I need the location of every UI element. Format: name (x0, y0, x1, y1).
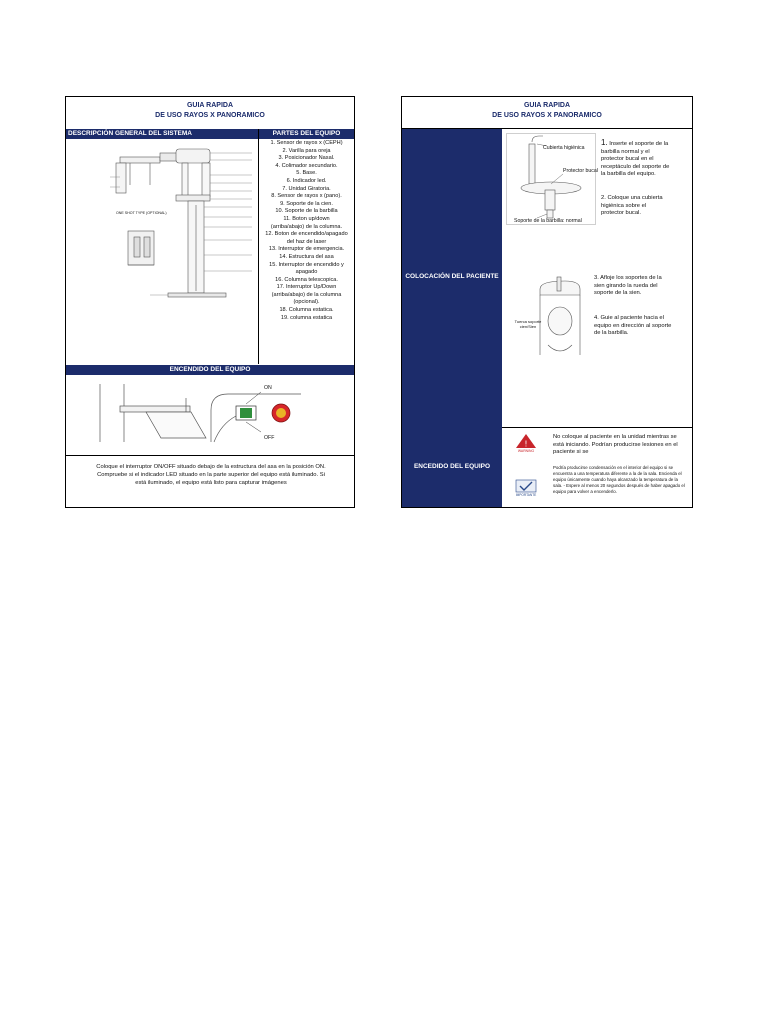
part-line: 11. Boton up/down (283, 215, 330, 222)
warning-text: No coloque al paciente en la unidad mientras se está iniciando. Podrían producirse lesiones en el paciente si se (553, 434, 678, 456)
hygienic-cover-label: Cubierta higiénica (543, 145, 585, 151)
part-line: 15. Interruptor de encendido y (269, 261, 344, 268)
power-on-header-right: ENCEDIDO DEL EQUIPO (413, 463, 491, 470)
part-line: 18. Columna estatica. (279, 307, 334, 314)
right-title-line1: GUIA RAPIDA (523, 102, 571, 109)
warning-icon (514, 433, 538, 455)
step-4: 4. Guie al paciente hacia el equipo en dirección al soporte de la barbilla. (594, 315, 672, 337)
step-1-number: 1. (601, 138, 608, 147)
oneshot-label: ONE SHOT TYPE (OPTIONAL) (116, 211, 167, 215)
part-line: 7. Unidad Giratoria. (282, 185, 331, 192)
power-instructions: Coloque el interruptor ON/OFF situado debajo de la estructura del asa en la posición ON. Compruebe si el indicador LED situado en la parte superior del equipo está iluminado. Si está iluminado, el equipo está listo para capturar imágenes (96, 464, 326, 486)
part-line: 5. Base. (296, 170, 317, 177)
panoramic-unit-diagram (106, 145, 256, 305)
left-guide-sheet (65, 96, 355, 508)
section-label-column (402, 129, 502, 507)
on-label: ON (264, 385, 272, 391)
part-line: 9. Soporte de la cien. (280, 200, 333, 207)
section-divider (66, 455, 354, 456)
right-title-line2: DE USO RAYOS X PANORAMICO (492, 112, 602, 119)
equipment-parts-header: PARTES DEL EQUIPO (259, 129, 354, 139)
part-line: 12. Boton de encendido/apagado (265, 231, 348, 238)
part-line: 13. Interruptor de emergencia. (268, 246, 345, 253)
important-icon (514, 479, 538, 501)
part-line: (opcional). (293, 299, 320, 306)
warning-label: WARNING (517, 449, 535, 453)
part-line: 16. Columna telescopica. (275, 276, 338, 283)
right-guide-sheet (401, 96, 693, 508)
important-text: Podría producirse condensación en el interior del equipo si se encuentra a una temperatura diferente a la de la sala. Encienda el equipo únicamente cuando haya alcanzado la temperatura de la sala. - Espere al menos 20 segundos después de haber apagado el equipo para volver a encenderlo. (553, 465, 685, 494)
part-line: 19. columna estatica (280, 314, 333, 321)
step-1 (601, 139, 673, 179)
system-overview-header: DESCRIPCIÓN GENERAL DEL SISTEMA (66, 129, 258, 139)
section-divider-right (502, 427, 692, 428)
part-line: (arriba/abajo) de la columna (271, 291, 342, 298)
svg-text:!: ! (524, 439, 528, 449)
part-line: 8. Sensor de rayos x (pano). (271, 193, 342, 200)
left-title (66, 101, 354, 121)
part-line: apagado (295, 269, 318, 276)
bite-protector-label: Protector bucal (563, 168, 598, 174)
step-1-text: Inserte el soporte de la barbilla normal y el protector bucal en el receptáculo del soporte de la barbilla del equipo. (601, 141, 670, 178)
part-line: 6. Indicador led. (286, 177, 327, 184)
step-2: 2. Coloque una cubierta higiénica sobre el protector bucal. (601, 195, 663, 217)
power-on-header: ENCENDIDO DEL EQUIPO (66, 365, 354, 375)
important-label: IMPORTANTE (515, 493, 537, 497)
part-line: 17. Interruptor Up/Down (276, 284, 337, 291)
title-divider (402, 128, 692, 129)
off-label: OFF (264, 435, 275, 441)
chin-support-label: Soporte de la barbilla: normal (514, 218, 582, 224)
part-line: 10. Soporte de la barbilla (275, 208, 338, 215)
power-switch-diagram (96, 380, 326, 450)
part-line: 1. Sensor de rayos x (CEPH) (270, 140, 343, 146)
parts-list (259, 140, 354, 322)
patient-positioning-header: COLOCACIÓN DEL PACIENTE (405, 273, 499, 280)
right-title (402, 101, 692, 121)
step-3: 3. Afloje los soportes de la sien girando la rueda del soporte de la sien. (594, 275, 662, 297)
part-line: 2. Varilla para oreja (282, 147, 331, 154)
part-line: del haz de laser (286, 238, 327, 245)
temple-nut-label: Tuerca soporte cien/Sien (514, 319, 542, 329)
part-line: 14. Estructura del asa (279, 253, 334, 260)
left-title-line1: GUIA RAPIDA (186, 102, 234, 109)
left-title-line2: DE USO RAYOS X PANORAMICO (155, 112, 265, 119)
part-line: 4. Colimador secundario. (275, 162, 338, 169)
part-line: (arriba/abajo) de la columna. (270, 223, 343, 230)
part-line: 3. Posicionador Nasal. (278, 155, 335, 162)
power-led (240, 408, 252, 418)
